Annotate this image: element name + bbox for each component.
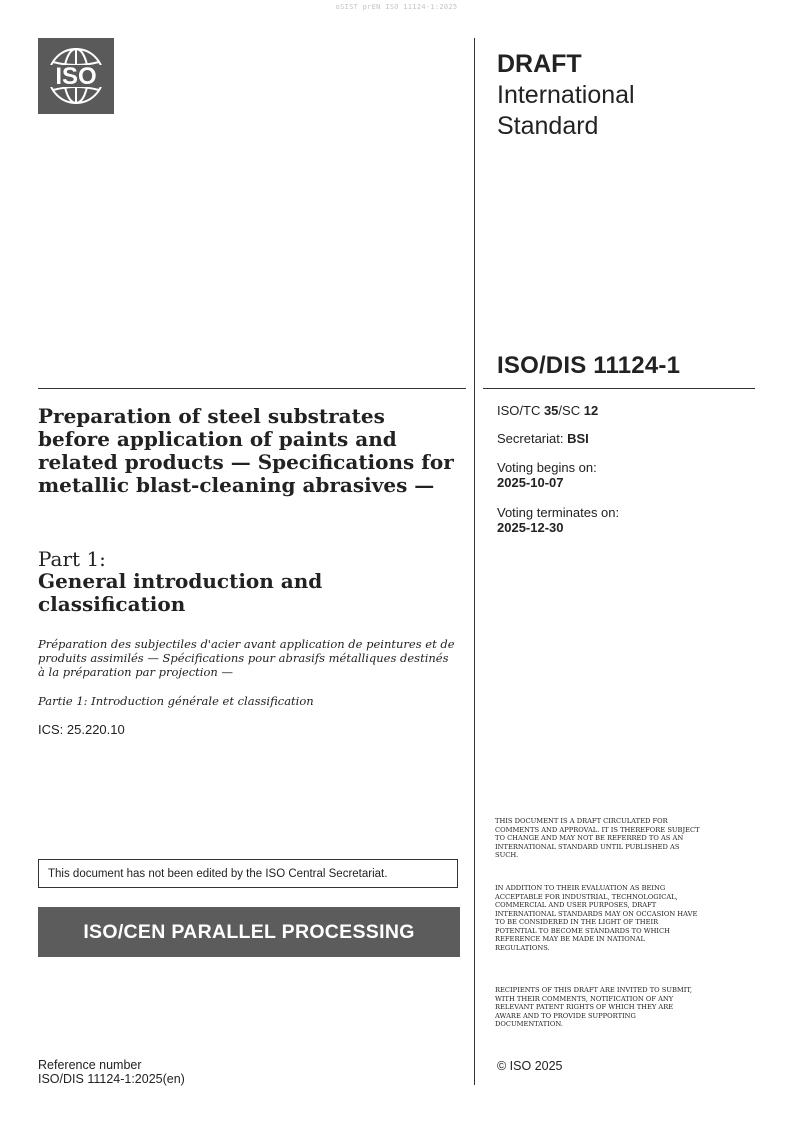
voting-begins-label: Voting begins on: [497,460,597,475]
french-part-title: Partie 1: Introduction générale et classification [38,694,314,708]
secretariat [497,431,589,446]
committee-tc: 35 [543,403,559,418]
document-title: Preparation of steel substrates before application of paints and related products — Specifications for metallic blast-cleaning abrasives — [38,404,454,497]
document-number: ISO/DIS 11124-1 [497,352,681,379]
standard-type-line1: International [497,81,635,109]
reference-number [38,1058,185,1086]
iso-globe-logo-icon [38,38,114,114]
watermark: oSIST prEN ISO 11124-1:2025 [335,3,458,11]
voting-terminates [497,505,619,535]
column-divider [474,38,475,1085]
french-title: Préparation des subjectiles d'acier avant application de peintures et de produits assimilés — Spécifications pour abrasifs métalliques destinés à la préparation par projection — [38,637,455,679]
copyright: © ISO 2025 [497,1059,563,1073]
edit-notice: This document has not been edited by the ISO Central Secretariat. [38,859,458,888]
secretariat-label: Secretariat: [497,431,568,446]
committee-prefix: ISO/TC [497,403,544,418]
iso-logo-text: ISO [55,63,97,90]
part-label: Part 1: [38,547,106,571]
disclaimer-paragraph: IN ADDITION TO THEIR EVALUATION AS BEING ACCEPTABLE FOR INDUSTRIAL, TECHNOLOGICAL, COMMERCIAL AND USER PURPOSES, DRAFT INTERNATIONAL STANDARDS MAY ON OCCASION HAVE TO BE CONSIDERED IN THE LIGHT OF THEIR POTENTIAL TO BECOME STANDARDS TO WHICH REFERENCE MAY BE MADE IN NATIONAL REGULATIONS. [495,884,698,952]
disclaimer-paragraph: THIS DOCUMENT IS A DRAFT CIRCULATED FOR COMMENTS AND APPROVAL. IT IS THEREFORE SUBJECT TO CHANGE AND MAY NOT BE REFERRED TO AS AN INTERNATIONAL STANDARD UNTIL PUBLISHED AS SUCH. [495,817,700,859]
document-number-rule [483,388,755,389]
voting-begins-date: 2025-10-07 [497,475,564,490]
committee [497,403,598,418]
reference-value: ISO/DIS 11124-1:2025(en) [38,1072,185,1086]
iso-logo-graphic [38,38,114,114]
reference-label: Reference number [38,1058,142,1072]
voting-terminates-label: Voting terminates on: [497,505,620,520]
ics-code: ICS: 25.220.10 [38,722,125,737]
part-title: General introduction and classification [38,569,323,616]
committee-sep: /SC [558,403,584,418]
draft-label: DRAFT [497,50,582,78]
secretariat-value: BSI [567,431,589,446]
draft-heading [497,49,635,142]
voting-terminates-date: 2025-12-30 [497,520,564,535]
disclaimer-paragraph: RECIPIENTS OF THIS DRAFT ARE INVITED TO SUBMIT, WITH THEIR COMMENTS, NOTIFICATION OF ANY RELEVANT PATENT RIGHTS OF WHICH THEY ARE AWARE AND TO PROVIDE SUPPORTING DOCUMENTATION. [495,986,693,1028]
parallel-processing-banner: ISO/CEN PARALLEL PROCESSING [38,907,460,957]
voting-begins [497,460,597,490]
committee-sc: 12 [583,403,599,418]
standard-type-line2: Standard [497,112,599,140]
title-rule [38,388,466,389]
